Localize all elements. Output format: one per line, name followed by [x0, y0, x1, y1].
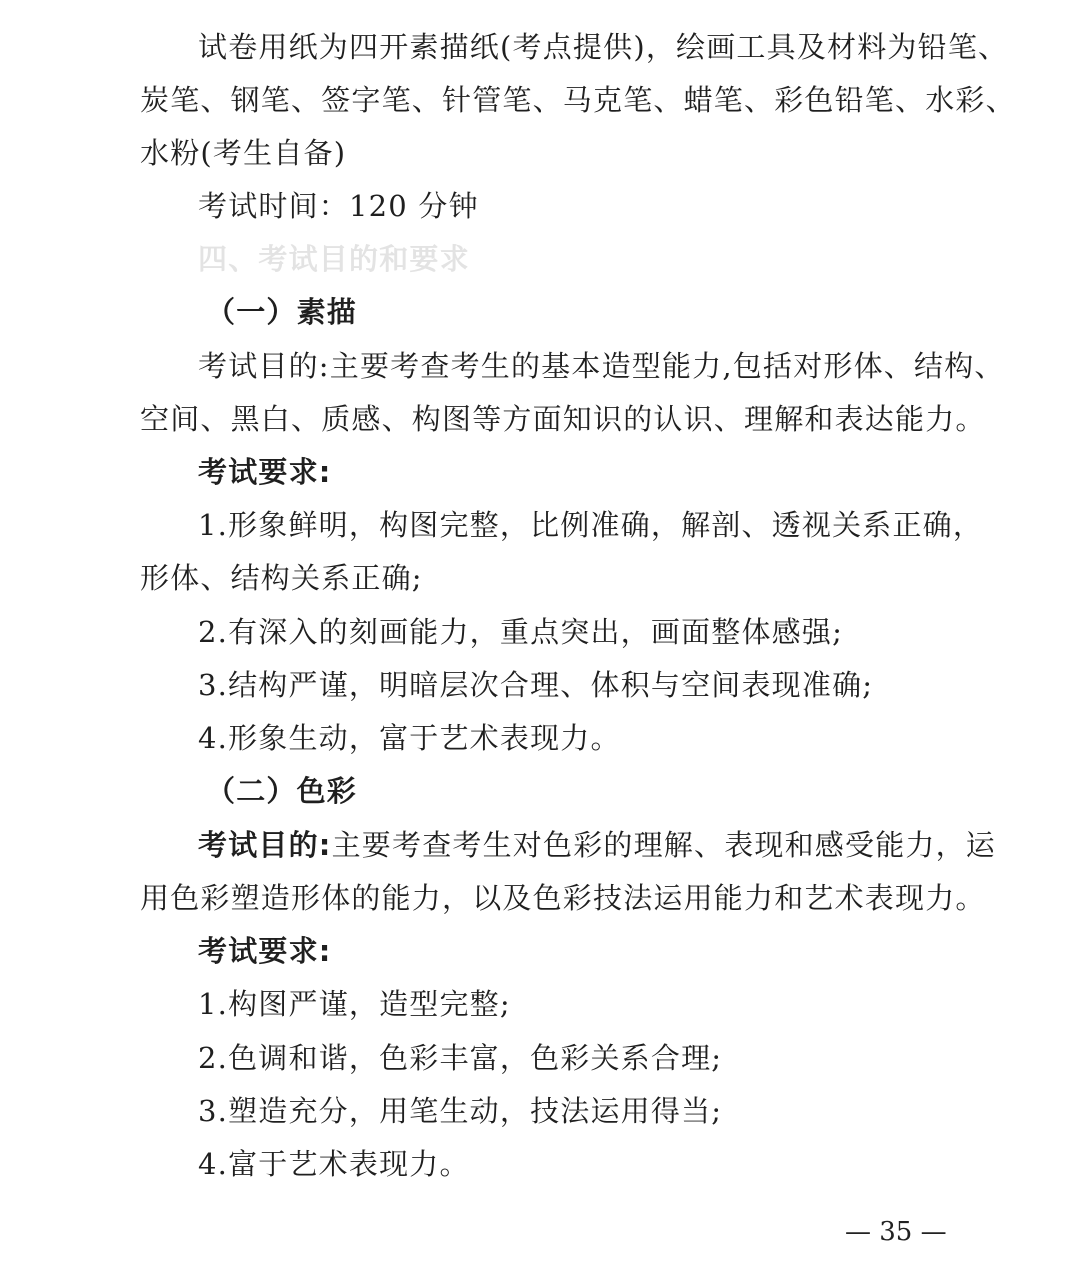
list-item: 1.形象鲜明，构图完整，比例准确，解剖、透视关系正确， [198, 508, 984, 542]
text-line: 考试目的:主要考查考生的基本造型能力,包括对形体、结构、 [198, 349, 1005, 383]
list-item: 2.有深入的刻画能力，重点突出，画面整体感强; [198, 615, 844, 649]
list-item: 4.形象生动，富于艺术表现力。 [198, 721, 621, 755]
subsection-heading-sketch: （一）素描 [206, 295, 358, 329]
list-item: 1.构图严谨，造型完整; [198, 987, 511, 1021]
text-line: 水粉(考生自备) [140, 136, 347, 170]
subsection-heading-color: （二）色彩 [206, 774, 358, 808]
text-line [198, 825, 997, 865]
purpose-label: 考试目的: [198, 828, 332, 862]
purpose-text: 主要考查考生对色彩的理解、表现和感受能力，运 [331, 828, 997, 862]
text-line: 形体、结构关系正确; [140, 561, 423, 595]
page-number: — 35 — [845, 1217, 947, 1247]
text-line: 炭笔、钢笔、签字笔、针管笔、马克笔、蜡笔、彩色铅笔、水彩、 [140, 83, 1016, 117]
list-item: 3.结构严谨，明暗层次合理、体积与空间表现准确; [198, 668, 874, 702]
requirements-label: 考试要求: [198, 934, 332, 968]
list-item: 2.色调和谐，色彩丰富，色彩关系合理; [198, 1041, 723, 1075]
list-item: 4.富于艺术表现力。 [198, 1147, 470, 1181]
text-line: 试卷用纸为四开素描纸(考点提供)，绘画工具及材料为铅笔、 [198, 30, 1009, 64]
section-heading: 四、考试目的和要求 [198, 242, 470, 276]
requirements-label: 考试要求: [198, 455, 332, 489]
text-line: 空间、黑白、质感、构图等方面知识的认识、理解和表达能力。 [140, 402, 986, 436]
text-line: 用色彩塑造形体的能力，以及色彩技法运用能力和艺术表现力。 [140, 881, 986, 915]
exam-time: 考试时间：120 分钟 [198, 189, 479, 223]
list-item: 3.塑造充分，用笔生动，技法运用得当; [198, 1094, 723, 1128]
